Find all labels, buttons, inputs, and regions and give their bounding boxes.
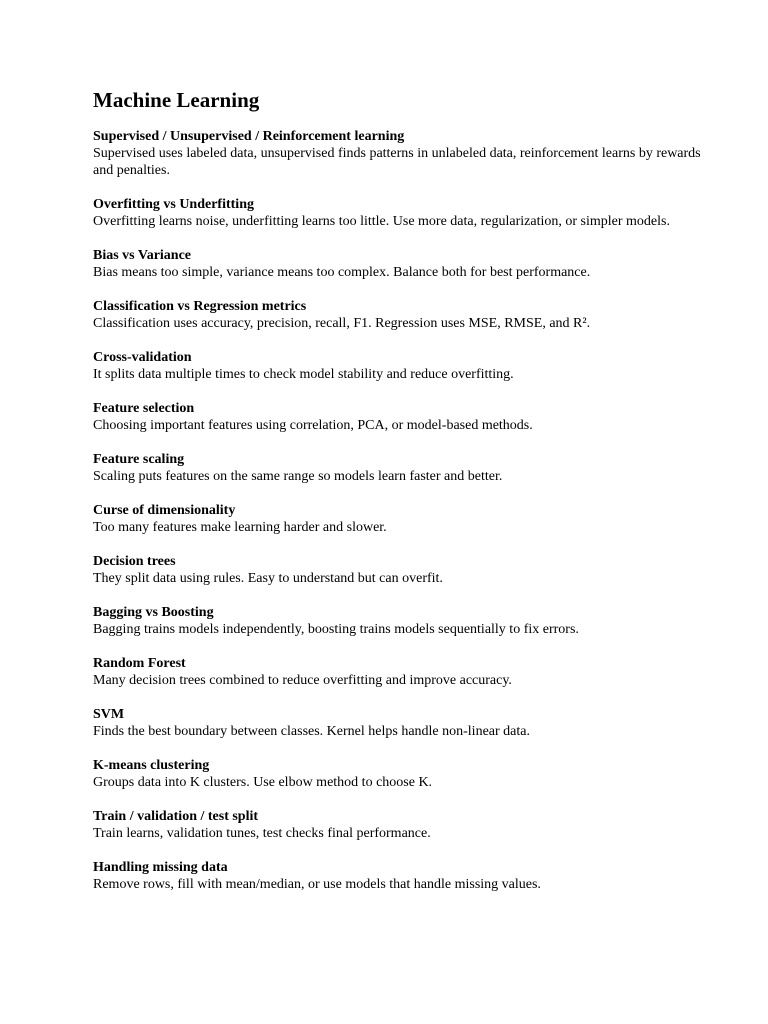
section-heading: Cross-validation bbox=[93, 350, 192, 365]
section-body: Bias means too simple, variance means too complex. Balance both for best performance. bbox=[93, 265, 591, 280]
section-train-test-split bbox=[93, 808, 713, 842]
section-heading: Decision trees bbox=[93, 554, 176, 569]
section-body: Remove rows, fill with mean/median, or use models that handle missing values. bbox=[93, 877, 541, 892]
section-bias-variance bbox=[93, 247, 713, 281]
section-k-means bbox=[93, 757, 713, 791]
section-body: Finds the best boundary between classes. Kernel helps handle non-linear data. bbox=[93, 724, 530, 739]
section-body: Too many features make learning harder and slower. bbox=[93, 520, 387, 535]
section-heading: Handling missing data bbox=[93, 860, 228, 875]
section-overfitting bbox=[93, 196, 713, 230]
section-heading: Classification vs Regression metrics bbox=[93, 299, 307, 314]
section-supervised-learning bbox=[93, 128, 713, 179]
section-heading: Curse of dimensionality bbox=[93, 503, 236, 518]
section-missing-data bbox=[93, 859, 713, 893]
section-heading: Train / validation / test split bbox=[93, 809, 259, 824]
document-title: Machine Learning bbox=[93, 88, 260, 112]
section-body: Train learns, validation tunes, test checks final performance. bbox=[93, 826, 431, 841]
section-body: Many decision trees combined to reduce overfitting and improve accuracy. bbox=[93, 673, 512, 688]
section-body: Scaling puts features on the same range so models learn faster and better. bbox=[93, 469, 503, 484]
section-heading: K-means clustering bbox=[93, 758, 210, 773]
section-heading: SVM bbox=[93, 707, 125, 722]
section-body: Classification uses accuracy, precision, recall, F1. Regression uses MSE, RMSE, and R². bbox=[93, 316, 591, 331]
section-random-forest bbox=[93, 655, 713, 689]
section-heading: Random Forest bbox=[93, 656, 186, 671]
section-body: Groups data into K clusters. Use elbow method to choose K. bbox=[93, 775, 433, 790]
section-svm bbox=[93, 706, 713, 740]
section-cross-validation bbox=[93, 349, 713, 383]
section-body: They split data using rules. Easy to understand but can overfit. bbox=[93, 571, 443, 586]
section-heading: Bagging vs Boosting bbox=[93, 605, 214, 620]
section-body: Overfitting learns noise, underfitting learns too little. Use more data, regularization, or simpler models. bbox=[93, 214, 670, 229]
section-body: It splits data multiple times to check model stability and reduce overfitting. bbox=[93, 367, 514, 382]
section-heading: Bias vs Variance bbox=[93, 248, 192, 263]
section-decision-trees bbox=[93, 553, 713, 587]
section-metrics bbox=[93, 298, 713, 332]
section-feature-selection bbox=[93, 400, 713, 434]
section-body: Choosing important features using correlation, PCA, or model-based methods. bbox=[93, 418, 533, 433]
section-curse-of-dimensionality bbox=[93, 502, 713, 536]
section-heading: Supervised / Unsupervised / Reinforcement learning bbox=[93, 129, 405, 144]
section-heading: Overfitting vs Underfitting bbox=[93, 197, 254, 212]
section-body: Bagging trains models independently, boosting trains models sequentially to fix errors. bbox=[93, 622, 579, 637]
document-page bbox=[93, 86, 713, 910]
section-body: Supervised uses labeled data, unsupervised finds patterns in unlabeled data, reinforcement learns by rewards and penalties. bbox=[93, 146, 701, 178]
section-heading: Feature scaling bbox=[93, 452, 185, 467]
section-heading: Feature selection bbox=[93, 401, 195, 416]
section-bagging-boosting bbox=[93, 604, 713, 638]
section-feature-scaling bbox=[93, 451, 713, 485]
